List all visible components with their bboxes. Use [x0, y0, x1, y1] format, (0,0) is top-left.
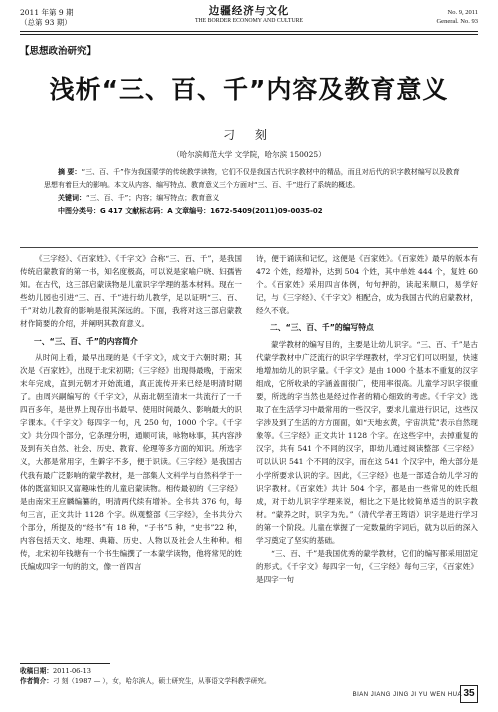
- no-line-1: No. 9, 2011: [447, 9, 478, 16]
- section-heading-2: 二、“三、百、千”的编写特点: [270, 323, 374, 333]
- issue-line-2: （总第 93 期）: [20, 18, 72, 27]
- abstract-text: “三、百、千”作为我国蒙学的传统教学读物，它们不仅是我国古代识字教材中的精品，而且对后代的识字教材编写以及教育思想有着巨大的影响。本文从内容、编写特点、教育意义三个方面对“三、百、千”进行了系统的概述。: [44, 168, 460, 189]
- no-line-2: General. No. 93: [436, 18, 478, 25]
- body-column-left: [20, 252, 242, 573]
- body-paragraph: 诗，便于诵读和记忆，这便是《百家姓》。《百家姓》最早的版本有 472 个姓，经增补，达到 504 个姓，其中单姓 444 个，复姓 60 个。《百家姓》采用四言体例，句句押韵，读起来顺口，易学好记，与《三字经》、《千字文》相配合，成为我国古代的启蒙教材，经久不衰。: [256, 254, 478, 316]
- author-bio: 刁 刻（1987 — ），女，哈尔滨人，硕士研究生，从事语文学科教学研究。: [52, 677, 271, 685]
- author-affiliation: （哈尔滨师范大学 文学院，哈尔滨 150025）: [172, 150, 326, 159]
- footnote-rule: [20, 663, 110, 664]
- keywords-text: “三、百、千”；内容；编写特点；教育意义: [86, 194, 220, 202]
- column-tag: 【思想政治研究】: [20, 46, 97, 57]
- footnote: [20, 666, 271, 686]
- received-label: 收稿日期：: [20, 667, 53, 675]
- abstract-label: 摘 要：: [58, 168, 82, 176]
- running-footer: BIAN JIANG JING JI YU WEN HUA: [352, 692, 462, 698]
- article-title: 浅析“三、百、千”内容及教育意义: [49, 75, 449, 104]
- body-column-right: [256, 252, 478, 586]
- journal-name-en: THE BORDER ECONOMY AND CULTURE: [194, 18, 304, 24]
- author-name: 刁 刻: [223, 128, 275, 142]
- journal-name-cn: 边疆经济与文化: [208, 5, 290, 17]
- header-rule-thin: [20, 34, 478, 35]
- body-paragraph: “三、百、千”是我国优秀的蒙学教材，它们的编写都采用固定的形式。《千字文》每四字一句，《三字经》每句三字，《百家姓》是四字一句: [256, 549, 478, 585]
- bio-label: 作者简介：: [20, 677, 53, 685]
- author-bio-line: [20, 676, 271, 686]
- issue-number: [436, 8, 478, 26]
- received-date: 2011-06-13: [52, 667, 91, 675]
- journal-header: [150, 5, 348, 25]
- section-heading-1: 一、“三、百、千”的内容简介: [34, 336, 138, 346]
- received-date-line: [20, 666, 271, 676]
- classification-line: 中图分类号：G 417 文献标志码：A 文章编号：1672-5409(2011)09-0035-02: [58, 207, 323, 215]
- body-paragraph: 《三字经》、《百家姓》、《千字文》合称“三、百、千”，是我国传统启蒙教育的第一书，知名度极高，可以说是家喻户晓、妇孺皆知。在古代，这三部启蒙读物是儿童识字学理的基本材料。现在一些幼儿园也引进“三、百、千”进行幼儿教学，足以证明“三、百、千”对幼儿教育的影响是很其深远的。下面，我将对这三部启蒙教材作简要的介绍，并阐明其教育意义。: [20, 254, 242, 329]
- body-paragraph: 蒙学教材的编写目的，主要是让幼儿识字。“三、百、千”是古代蒙学教材中广泛流行的识字学理教材，学习它们可以明显，快速地增加幼儿的识字量。《千字文》是由 1000 个基本不重复的汉字组成，它所收录的字涵盖面很广，使用率很高。儿童学习识字很重要，所选的字当然也是经过作者的精心细致的考虑。《千字文》选取了在生活学习中最常用的一些汉字，要求儿童进行识记，这些汉字涉及到了生活的方方面面，如“天地玄黄，宇宙洪荒”表示自然现象等。《三字经》正文共计 1128 个字。在这些字中，去掉重复的汉字，共有 541 个不同的汉字，即幼儿通过阅读整部《三字经》可以认识 541 个不同的汉字，而在这 541 个汉字中，绝大部分是小学所要求认识的字。因此，《三字经》也是一部适合幼儿学习的识字教材。《百家姓》共计 504 个字，都是由一些常见的姓氏组成，对于幼儿识字学理来说，相比之下是比较简单适当的识字教材。“蒙养之时，识字为先。”（清代学者王筠语）识字是进行学习的第一个阶段。儿童在掌握了一定数量的字词后，就为以后的深入学习奠定了坚实的基础。: [256, 339, 478, 545]
- body-paragraph: 从时间上看，最早出现的是《千字文》，成文于六朝时期；其次是《百家姓》，出现于北宋初期；《三字经》出现得最晚，于南宋末年完成，直到元朝才开始流通，真正流传开来已经是明清时期了。由周兴嗣编写的《千字文》，从南北朝至清末一共流行了一千四百多年，是世界上现存出书最早、使用时间最久、影响最大的识字课本。《千字文》每四字一句，凡 250 句，1000 个字。《千字文》共分四个部分，它条理分明，通顺可读，咏物咏事，其内容涉及到有关自然、社会、历史、教育、伦理等多方面的知识。所选字义，大都是常用字，生僻字不多，便于识读。《三字经》是我国古代我有最广泛影响的蒙学教材，是一部集人文科学与自然科学于一体的既富知识又富趣味性的儿童启蒙读物。相传最初的《三字经》是由南宋王应麟编纂的，明清两代续有增补。全书共 376 句，每句三言，正文共计 1128 个字。纵观整部《三字经》，全书共分六个部分，所提及的“经书”有 18 种，“子书”5 种，“史书”22 种，内容包括天文、地理、典籍、历史、人物以及社会人生种种。相传，北宋初年钱塘有一个书生编撰了一本蒙学读物，他将常见的姓氏编成四字一句的韵文，像一首四言: [20, 352, 242, 572]
- issue-line-1: 2011 年第 9 期: [20, 8, 74, 17]
- header-rule: [20, 31, 478, 32]
- abstract-paragraph: [44, 166, 464, 192]
- page-number: 35: [460, 685, 478, 703]
- issue-info: [20, 8, 74, 28]
- keywords-line: [44, 192, 464, 205]
- abstract-rule: [20, 247, 478, 248]
- keywords-label: 关键词：: [58, 194, 86, 202]
- abstract-block: [44, 166, 464, 218]
